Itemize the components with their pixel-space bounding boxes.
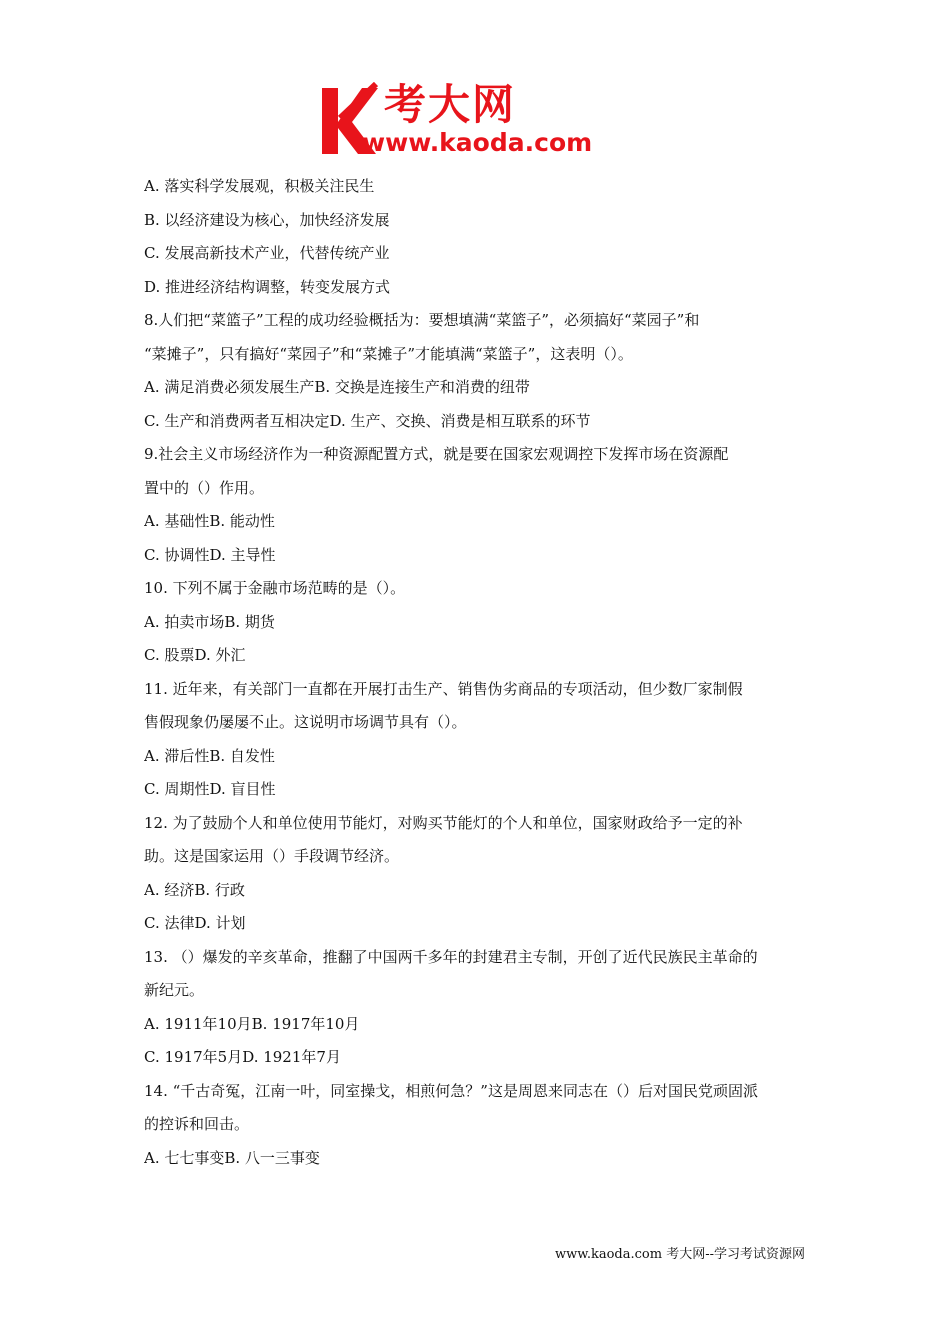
text-line: 13. （）爆发的辛亥革命，推翻了中国两千多年的封建君主专制，开创了近代民族民主革命的 (144, 947, 758, 966)
text-line: A. 拍卖市场B. 期货 (144, 612, 275, 631)
site-logo[interactable] (318, 82, 638, 160)
text-line: 10. 下列不属于金融市场范畴的是（）。 (144, 579, 406, 597)
logo-title: 考大网 (384, 80, 517, 129)
text-line: C. 股票D. 外汇 (144, 646, 246, 664)
text-line: 售假现象仍屡屡不止。这说明市场调节具有（）。 (144, 713, 467, 731)
text-line: C. 法律D. 计划 (144, 914, 246, 932)
text-line: A. 满足消费必须发展生产B. 交换是连接生产和消费的纽带 (144, 378, 530, 396)
page-footer: www.kaoda.com 考大网--学习考试资源网 (555, 1247, 805, 1262)
text-line: A. 落实科学发展观，积极关注民生 (144, 177, 375, 195)
logo-url: www.kaoda.com (362, 128, 593, 157)
text-line: C. 生产和消费两者互相决定D. 生产、交换、消费是相互联系的环节 (144, 411, 591, 430)
text-line: 助。这是国家运用（）手段调节经济。 (144, 847, 400, 865)
text-line: C. 周期性D. 盲目性 (144, 780, 276, 798)
text-line: C. 发展高新技术产业，代替传统产业 (144, 244, 390, 262)
text-line: 12. 为了鼓励个人和单位使用节能灯，对购买节能灯的个人和单位，国家财政给予一定的补 (144, 813, 743, 832)
text-line: 11. 近年来，有关部门一直都在开展打击生产、销售伪劣商品的专项活动，但少数厂家制假 (144, 679, 743, 698)
text-line: A. 经济B. 行政 (144, 880, 245, 899)
document-body (144, 170, 812, 1175)
text-line: A. 滞后性B. 自发性 (144, 746, 275, 765)
text-line: A. 1911年10月B. 1917年10月 (144, 1014, 360, 1033)
text-line: “菜摊子”，只有搞好“菜园子”和“菜摊子”才能填满“菜篮子”，这表明（）。 (144, 344, 633, 363)
text-line: 9.社会主义市场经济作为一种资源配置方式，就是要在国家宏观调控下发挥市场在资源配 (144, 445, 729, 463)
text-line: B. 以经济建设为核心，加快经济发展 (144, 210, 390, 229)
text-line: 8.人们把“菜篮子”工程的成功经验概括为：要想填满“菜篮子”，必须搞好“菜园子”和 (144, 311, 700, 329)
text-line: 新纪元。 (144, 981, 205, 999)
text-line: A. 基础性B. 能动性 (144, 512, 275, 530)
text-line: 14. “千古奇冤，江南一叶，同室操戈，相煎何急？”这是周恩来同志在（）后对国民党顽固派 (144, 1081, 758, 1100)
text-line: 置中的（）作用。 (144, 478, 265, 497)
text-line: 的控诉和回击。 (144, 1115, 250, 1133)
text-line: C. 1917年5月D. 1921年7月 (144, 1048, 341, 1066)
text-line: D. 推进经济结构调整，转变发展方式 (144, 277, 391, 296)
text-line: C. 协调性D. 主导性 (144, 545, 276, 564)
text-line: A. 七七事变B. 八一三事变 (144, 1148, 320, 1167)
